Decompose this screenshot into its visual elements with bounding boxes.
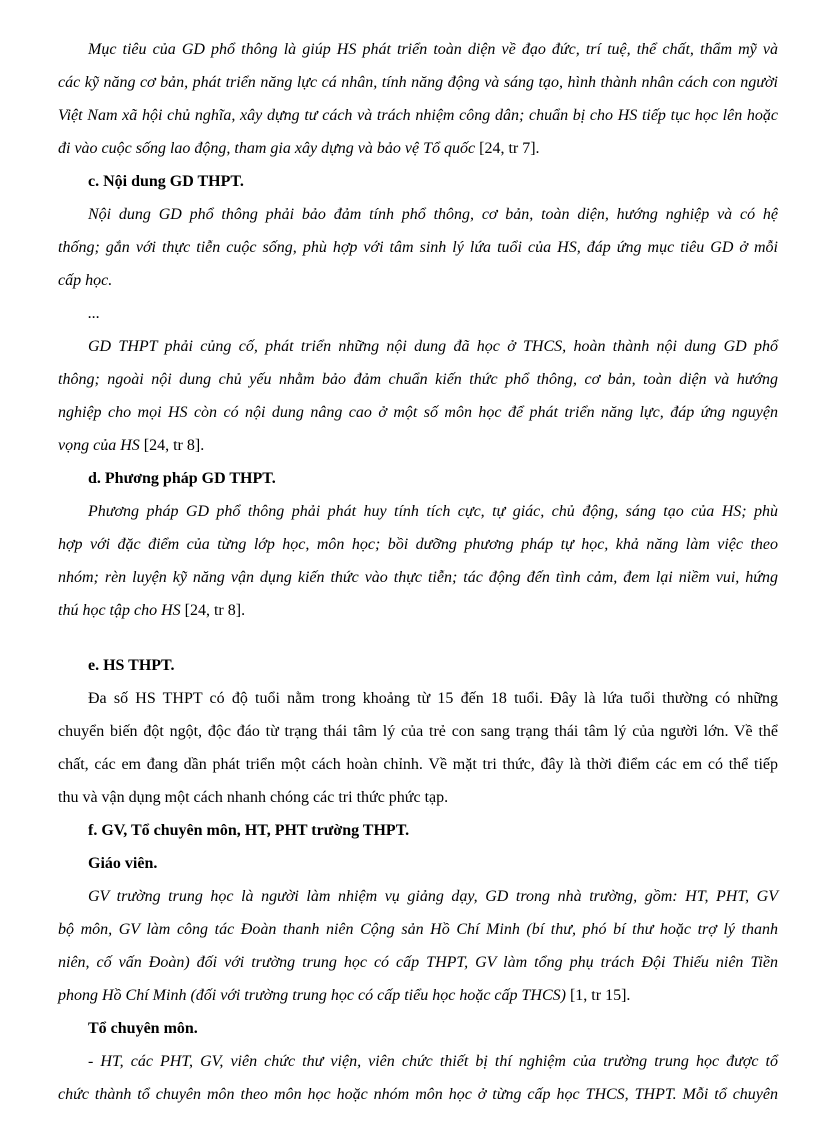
to-chuyen-mon-line-1: - HT, các PHT, GV, viên chức thư viện, viên chức thiết bị thí nghiệm của trường trung học được tổ [88, 1053, 778, 1070]
hs-thpt-line-2: chuyển biến đột ngột, độc đáo từ trạng thái tâm lý của trẻ con sang trạng thái tâm lý của người lớn. Về thể [58, 723, 778, 740]
section-heading-e: e. HS THPT. [88, 657, 175, 674]
muc-tieu-line-4 [58, 139, 778, 159]
subheading-to-chuyen-mon: Tổ chuyên môn. [88, 1020, 198, 1037]
hs-thpt-line-3: chất, các em đang dần phát triển một cách hoàn chỉnh. Về mặt tri thức, đây là thời điểm các em có thể tiếp [58, 756, 778, 773]
muc-tieu-line-3: Việt Nam xã hội chủ nghĩa, xây dựng tư cách và trách nhiệm công dân; chuẩn bị cho HS tiếp tục học lên hoặc [58, 107, 778, 124]
muc-tieu-line-1: Mục tiêu của GD phổ thông là giúp HS phát triển toàn diện về đạo đức, trí tuệ, thể chất, thẩm mỹ và [88, 41, 778, 58]
muc-tieu-line-4-text: đi vào cuộc sống lao động, tham gia xây dựng và bảo vệ Tổ quốc [58, 140, 476, 157]
section-heading-c: c. Nội dung GD THPT. [88, 173, 244, 190]
citation: [24, tr 8]. [139, 437, 205, 454]
citation: [24, tr 7]. [475, 140, 540, 157]
noi-dung-2-line-2: thông; ngoài nội dung chủ yếu nhằm bảo đảm chuẩn kiến thức phổ thông, cơ bản, toàn diện và hướng [58, 371, 778, 388]
ellipsis: ... [88, 305, 100, 322]
noi-dung-line-2: thống; gắn với thực tiễn cuộc sống, phù hợp với tâm sinh lý lứa tuổi của HS, đáp ứng mục tiêu GD ở mỗi [58, 239, 778, 256]
noi-dung-2-line-1: GD THPT phải củng cố, phát triển những nội dung đã học ở THCS, hoàn thành nội dung GD phổ [88, 338, 778, 355]
noi-dung-line-3: cấp học. [58, 272, 113, 289]
phuong-phap-line-1: Phương pháp GD phổ thông phải phát huy tính tích cực, tự giác, chủ động, sáng tạo của HS; phù [88, 503, 778, 520]
section-heading-d: d. Phương pháp GD THPT. [88, 470, 276, 487]
noi-dung-2-line-4-text: vọng của HS [58, 437, 140, 454]
hs-thpt-line-4: thu và vận dụng một cách nhanh chóng các tri thức phức tạp. [58, 789, 449, 806]
noi-dung-2-line-4 [58, 436, 778, 456]
section-heading-f: f. GV, Tổ chuyên môn, HT, PHT trường THPT. [88, 822, 410, 839]
giao-vien-line-4-text: phong Hồ Chí Minh (đối với trường trung học có cấp tiểu học hoặc cấp THCS) [58, 987, 566, 1004]
giao-vien-line-3: niên, cố vấn Đoàn) đối với trường trung học có cấp THPT, GV làm tổng phụ trách Đội Thiếu niên Tiền [58, 954, 778, 971]
citation: [1, tr 15]. [565, 987, 631, 1004]
phuong-phap-line-2: hợp với đặc điểm của từng lớp học, môn học; bồi dưỡng phương pháp tự học, khả năng làm việc theo [58, 536, 778, 553]
phuong-phap-line-4-text: thú học tập cho HS [58, 602, 181, 619]
hs-thpt-line-1: Đa số HS THPT có độ tuổi nằm trong khoảng từ 15 đến 18 tuổi. Đây là lứa tuổi thường có những [88, 690, 778, 707]
phuong-phap-line-3: nhóm; rèn luyện kỹ năng vận dụng kiến thức vào thực tiễn; tác động đến tình cảm, đem lại niềm vui, hứng [58, 569, 778, 586]
citation: [24, tr 8]. [180, 602, 246, 619]
subheading-giao-vien: Giáo viên. [88, 855, 158, 872]
phuong-phap-line-4 [58, 601, 778, 621]
noi-dung-2-line-3: nghiệp cho mọi HS còn có nội dung nâng cao ở một số môn học để phát triển năng lực, đáp ứng nguyện [58, 404, 778, 421]
muc-tieu-line-2: các kỹ năng cơ bản, phát triển năng lực cá nhân, tính năng động và sáng tạo, hình thành nhân cách con người [58, 74, 778, 91]
to-chuyen-mon-line-2: chức thành tổ chuyên môn theo môn học hoặc nhóm môn học ở từng cấp học THCS, THPT. Mỗi tổ chuyên [58, 1086, 778, 1103]
giao-vien-line-1: GV trường trung học là người làm nhiệm vụ giảng dạy, GD trong nhà trường, gồm: HT, PHT, GV [88, 888, 778, 905]
giao-vien-line-2: bộ môn, GV làm công tác Đoàn thanh niên Cộng sản Hồ Chí Minh (bí thư, phó bí thư hoặc trợ lý thanh [58, 921, 778, 938]
giao-vien-line-4 [58, 986, 778, 1006]
noi-dung-line-1: Nội dung GD phổ thông phải bảo đảm tính phổ thông, cơ bản, toàn diện, hướng nghiệp và có hệ [88, 206, 778, 223]
